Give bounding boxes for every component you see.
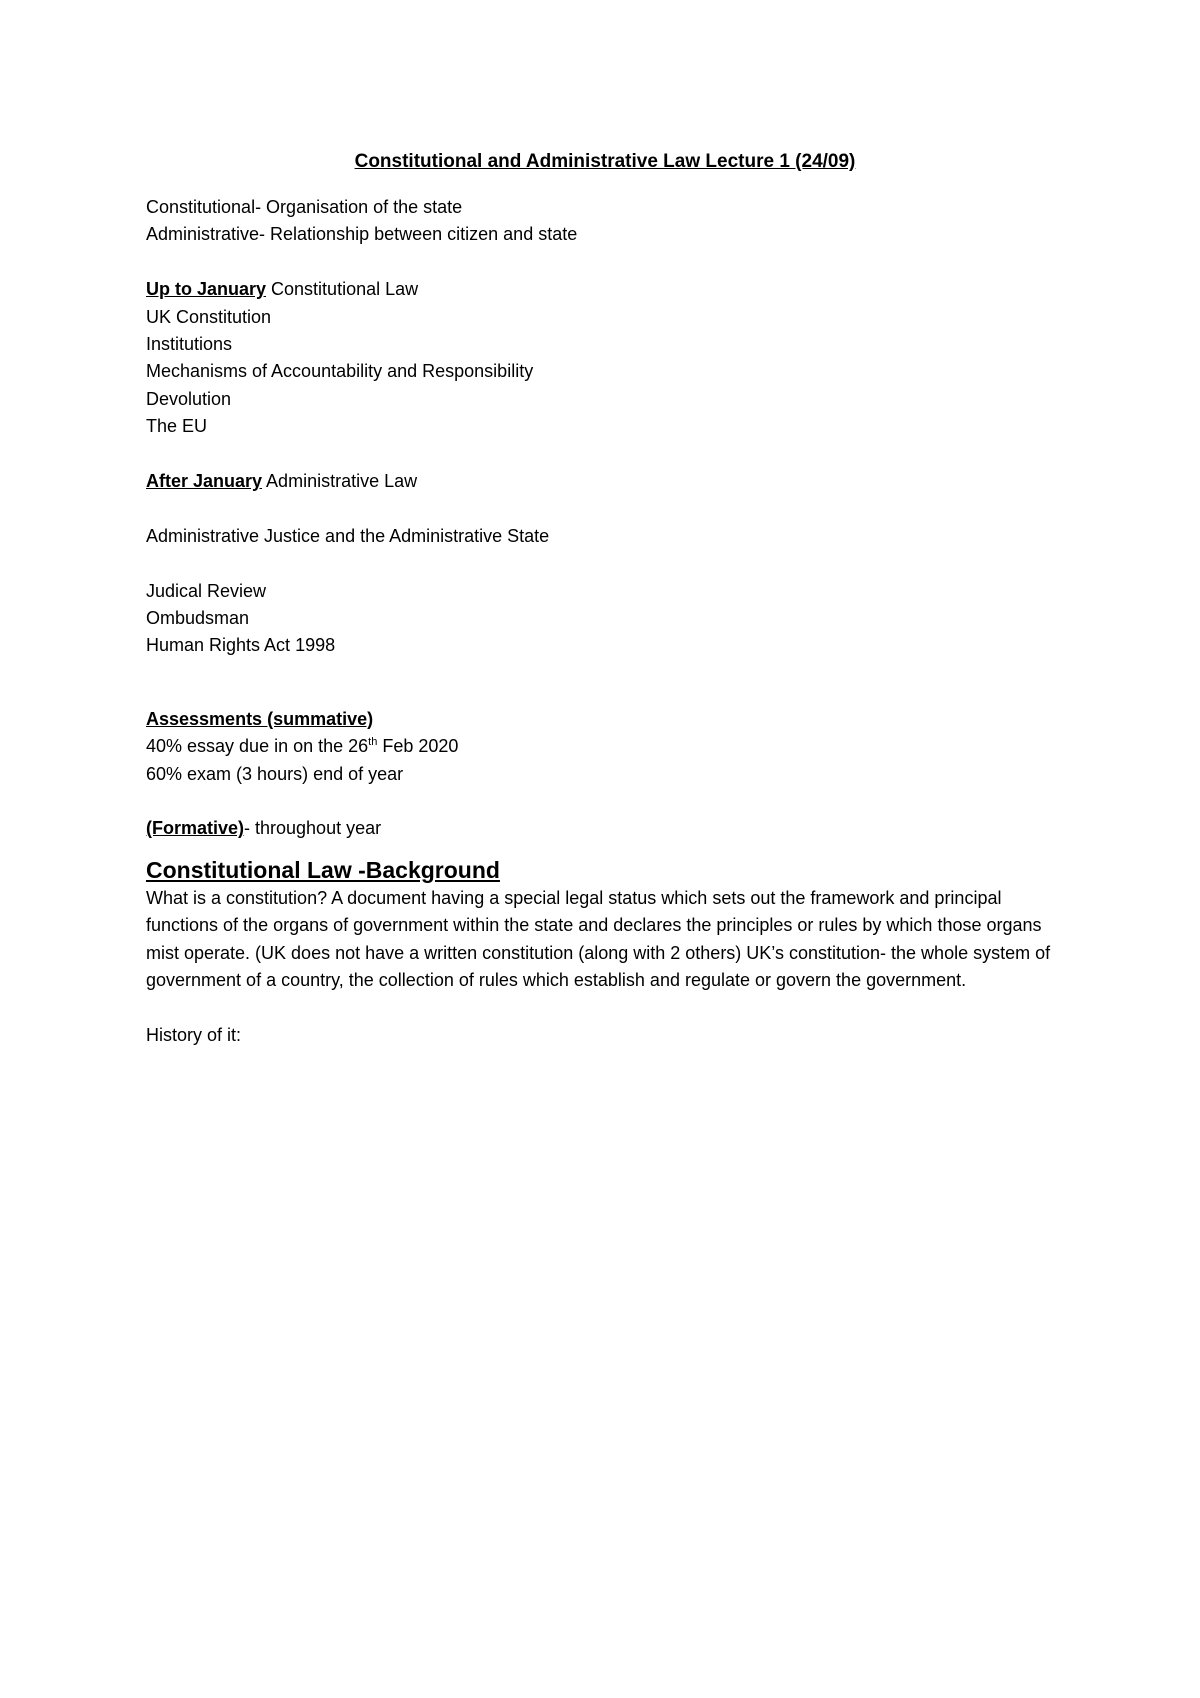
assessments-heading bbox=[146, 706, 1076, 733]
assessment-essay bbox=[146, 733, 1076, 760]
part1-label: Up to January bbox=[146, 279, 267, 300]
essay-date: Feb 2020 bbox=[377, 736, 459, 757]
part2-label: After January bbox=[146, 471, 263, 492]
background-heading: Constitutional Law -Background bbox=[146, 856, 500, 883]
part1-topic: Constitutional Law bbox=[266, 279, 419, 300]
definition-administrative: Administrative- Relationship between citizen and state bbox=[146, 224, 578, 245]
essay-ordinal: th bbox=[368, 736, 378, 749]
spacer bbox=[146, 249, 1076, 276]
part1-item: UK Constitution bbox=[146, 306, 272, 327]
spacer bbox=[146, 550, 1076, 577]
definition-constitutional: Constitutional- Organisation of the state bbox=[146, 197, 463, 217]
background-paragraph: What is a constitution? A document having a special legal status which sets out the framework and principal functions of the organs of government within the state and declares the principles or rules by which those organs mist operate. (UK does not have a written constitution (along with 2 others) UK’s constitution- the whole system of government of a country, the collection of rules which establish and regulate or govern the government. bbox=[146, 887, 1051, 991]
formative-label: (Formative) bbox=[146, 818, 245, 839]
formative-text: - throughout year bbox=[244, 818, 382, 839]
formative-line bbox=[146, 815, 1076, 842]
part1-item: Mechanisms of Accountability and Responsibility bbox=[146, 361, 534, 382]
part2-topic: Administrative Law bbox=[262, 471, 418, 492]
part2-subheading: Administrative Justice and the Administrative State bbox=[146, 525, 550, 546]
part2-item: Human Rights Act 1998 bbox=[146, 635, 336, 656]
spacer bbox=[146, 994, 1076, 1021]
document-title: Constitutional and Administrative Law Lecture 1 (24/09) bbox=[354, 151, 856, 172]
part1-heading bbox=[146, 276, 1076, 303]
spacer bbox=[146, 441, 1076, 468]
part1-item: Institutions bbox=[146, 334, 233, 355]
document-body bbox=[146, 148, 1076, 1049]
part2-heading bbox=[146, 468, 1076, 495]
essay-text: 40% essay due in on the 26 bbox=[146, 736, 369, 757]
history-line: History of it: bbox=[146, 1024, 242, 1045]
part2-item: Ombudsman bbox=[146, 608, 250, 629]
assessment-exam: 60% exam (3 hours) end of year bbox=[146, 763, 404, 784]
part1-item: The EU bbox=[146, 416, 208, 437]
spacer bbox=[146, 788, 1076, 815]
spacer bbox=[146, 495, 1076, 522]
spacer bbox=[146, 660, 1076, 706]
part1-item: Devolution bbox=[146, 388, 232, 409]
part2-item: Judical Review bbox=[146, 580, 267, 601]
assessments-label: Assessments (summative) bbox=[146, 708, 374, 729]
